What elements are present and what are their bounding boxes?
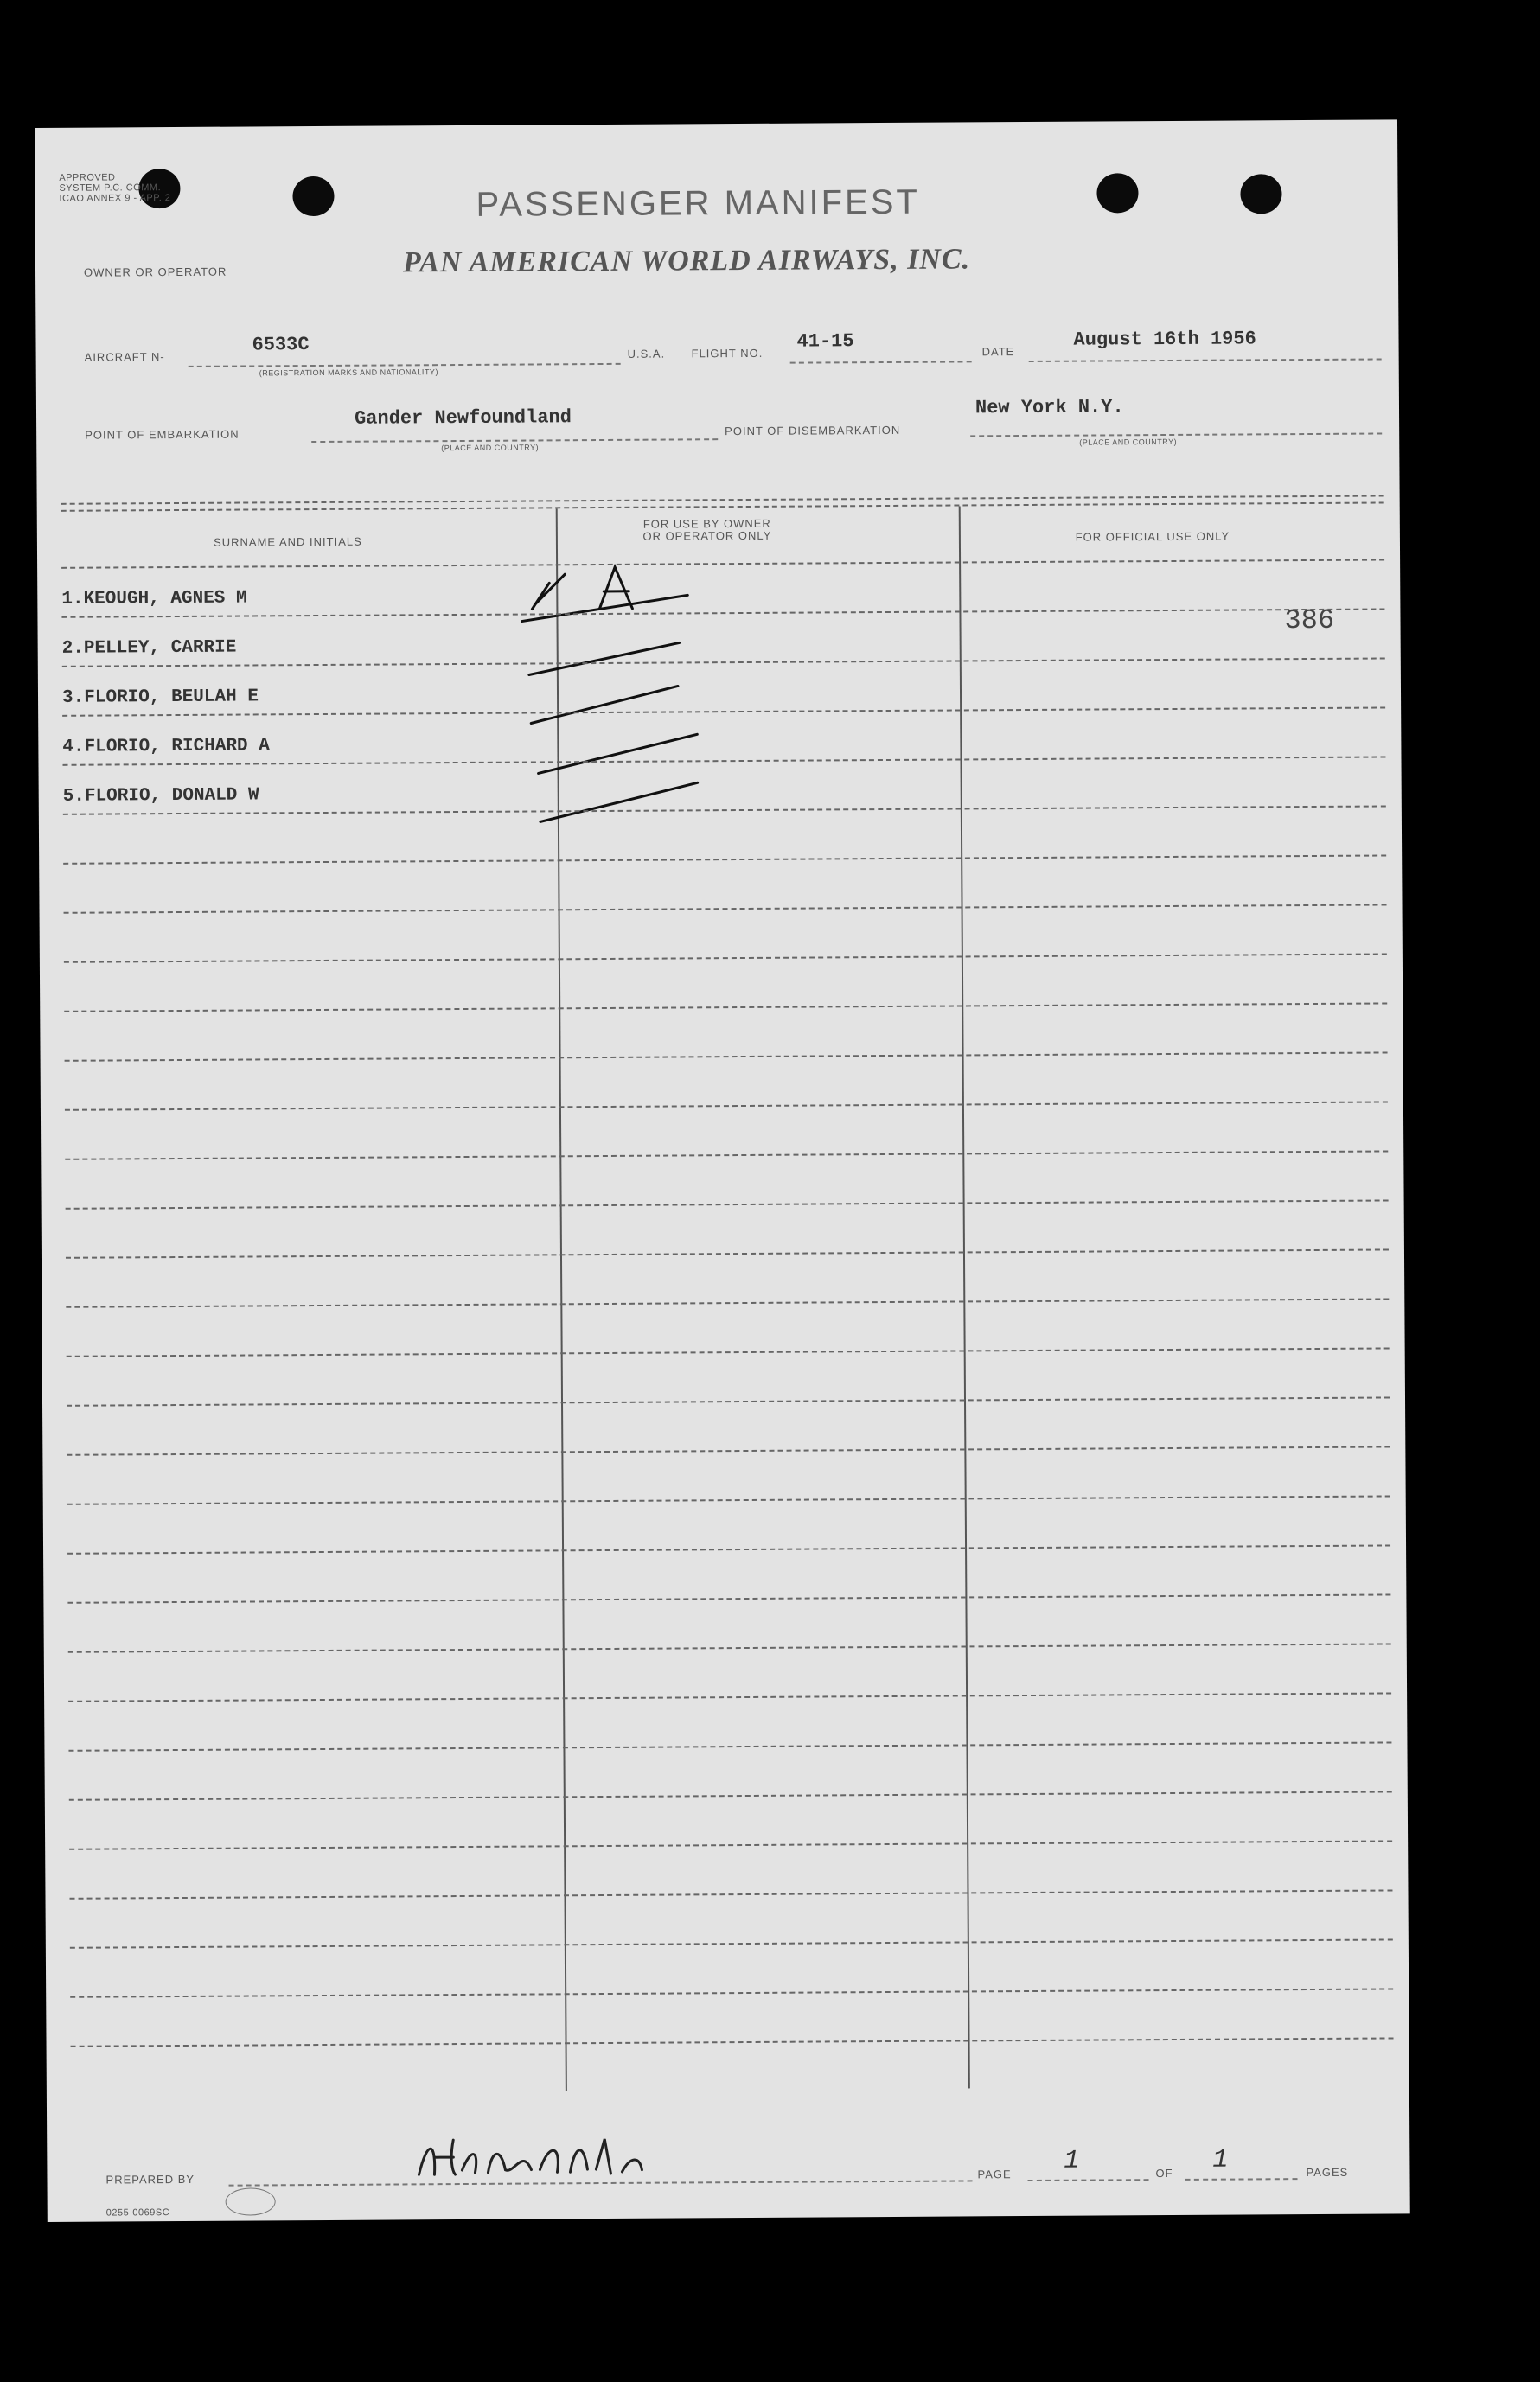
table-rule bbox=[65, 1101, 1388, 1110]
table-rule bbox=[66, 1298, 1389, 1307]
surname-column-header: SURNAME AND INITIALS bbox=[214, 534, 362, 549]
flight-value: 41-15 bbox=[796, 330, 854, 353]
approval-line-2: SYSTEM P.C. COMM. bbox=[59, 182, 162, 194]
owner-label: OWNER OR OPERATOR bbox=[83, 265, 227, 279]
approval-line-3: ICAO ANNEX 9 - APP. 2 bbox=[59, 193, 171, 204]
table-rule bbox=[65, 1051, 1388, 1061]
tick-stroke-3 bbox=[531, 686, 678, 723]
table-rule bbox=[66, 1248, 1389, 1258]
tick-stroke-1 bbox=[521, 595, 687, 621]
of-label: OF bbox=[1155, 2167, 1173, 2181]
table-rule bbox=[71, 2037, 1394, 2047]
table-rule bbox=[70, 1889, 1393, 1899]
embark-label: POINT OF EMBARKATION bbox=[85, 427, 240, 442]
table-rule bbox=[70, 1938, 1393, 1948]
union-label-stamp bbox=[226, 2187, 276, 2215]
passenger-initial: A bbox=[259, 736, 270, 757]
flight-label: FLIGHT NO. bbox=[691, 346, 764, 361]
owner-use-header-line2: OR OPERATOR ONLY bbox=[642, 528, 772, 543]
tick-stroke-5 bbox=[540, 782, 698, 821]
usa-label: U.S.A. bbox=[627, 347, 666, 361]
table-rule bbox=[70, 1988, 1393, 1997]
embark-note: (PLACE AND COUNTRY) bbox=[441, 443, 540, 453]
page-label: PAGE bbox=[977, 2168, 1012, 2181]
passenger-name: FLORIO, RICHARD bbox=[84, 736, 248, 757]
check-mark-v bbox=[532, 574, 565, 609]
preparer-signature bbox=[410, 2130, 687, 2192]
table-rule bbox=[68, 1643, 1391, 1652]
passenger-number: 4. bbox=[62, 737, 85, 757]
disembark-value: New York N.Y. bbox=[974, 396, 1124, 419]
page-value: 1 bbox=[1064, 2146, 1080, 2176]
approval-line-1: APPROVED bbox=[59, 172, 116, 183]
of-underline bbox=[1185, 2178, 1298, 2181]
check-mark-a bbox=[599, 567, 632, 609]
table-rule bbox=[68, 1692, 1391, 1702]
passenger-initial: W bbox=[247, 785, 259, 806]
passenger-name: PELLEY, CARRIE bbox=[83, 637, 237, 659]
operator-name: PAN AMERICAN WORLD AIRWAYS, INC. bbox=[402, 243, 971, 279]
registration-note: (REGISTRATION MARKS AND NATIONALITY) bbox=[259, 367, 438, 378]
aircraft-value: 6533C bbox=[252, 334, 310, 356]
table-rule bbox=[64, 1002, 1387, 1012]
official-number: 386 bbox=[1284, 603, 1335, 637]
manifest-page bbox=[35, 119, 1410, 2222]
passenger-number: 5. bbox=[62, 786, 86, 807]
table-rule bbox=[67, 1396, 1390, 1406]
table-rule bbox=[67, 1544, 1390, 1554]
table-rule bbox=[69, 1791, 1392, 1800]
date-label: DATE bbox=[981, 345, 1015, 359]
tick-stroke-2 bbox=[529, 642, 680, 674]
passenger-initial: M bbox=[235, 588, 247, 609]
official-use-header: FOR OFFICIAL USE ONLY bbox=[1075, 529, 1230, 544]
passenger-number: 1. bbox=[61, 589, 84, 610]
owner-use-header-line1: FOR USE BY OWNER bbox=[642, 516, 771, 531]
table-rule bbox=[66, 1199, 1389, 1209]
prepared-by-label: PREPARED BY bbox=[105, 2172, 195, 2187]
passenger-name: FLORIO, DONALD bbox=[84, 785, 238, 807]
passenger-name: FLORIO, BEULAH bbox=[84, 687, 237, 708]
table-rule bbox=[67, 1495, 1390, 1504]
table-rule bbox=[68, 1741, 1391, 1751]
passenger-initial: E bbox=[247, 687, 259, 707]
table-rule bbox=[65, 1150, 1388, 1159]
page-underline bbox=[1028, 2179, 1149, 2181]
table-rule bbox=[67, 1593, 1390, 1603]
tick-stroke-4 bbox=[538, 734, 697, 773]
passenger-number: 3. bbox=[61, 687, 85, 708]
disembark-note: (PLACE AND COUNTRY) bbox=[1079, 437, 1178, 447]
form-title: PASSENGER MANIFEST bbox=[476, 182, 921, 224]
aircraft-label: AIRCRAFT N- bbox=[84, 350, 165, 364]
date-value: August 16th 1956 bbox=[1073, 328, 1256, 351]
pages-label: PAGES bbox=[1306, 2165, 1349, 2180]
table-rule bbox=[67, 1446, 1390, 1455]
embark-value: Gander Newfoundland bbox=[354, 406, 572, 430]
table-rule bbox=[67, 1347, 1390, 1357]
passenger-number: 2. bbox=[61, 638, 84, 659]
form-number: 0255-0069SC bbox=[105, 2207, 170, 2219]
disembark-label: POINT OF DISEMBARKATION bbox=[725, 423, 901, 438]
passenger-name: KEOUGH, AGNES bbox=[83, 588, 226, 610]
table-rule bbox=[69, 1840, 1392, 1849]
of-value: 1 bbox=[1212, 2145, 1229, 2175]
